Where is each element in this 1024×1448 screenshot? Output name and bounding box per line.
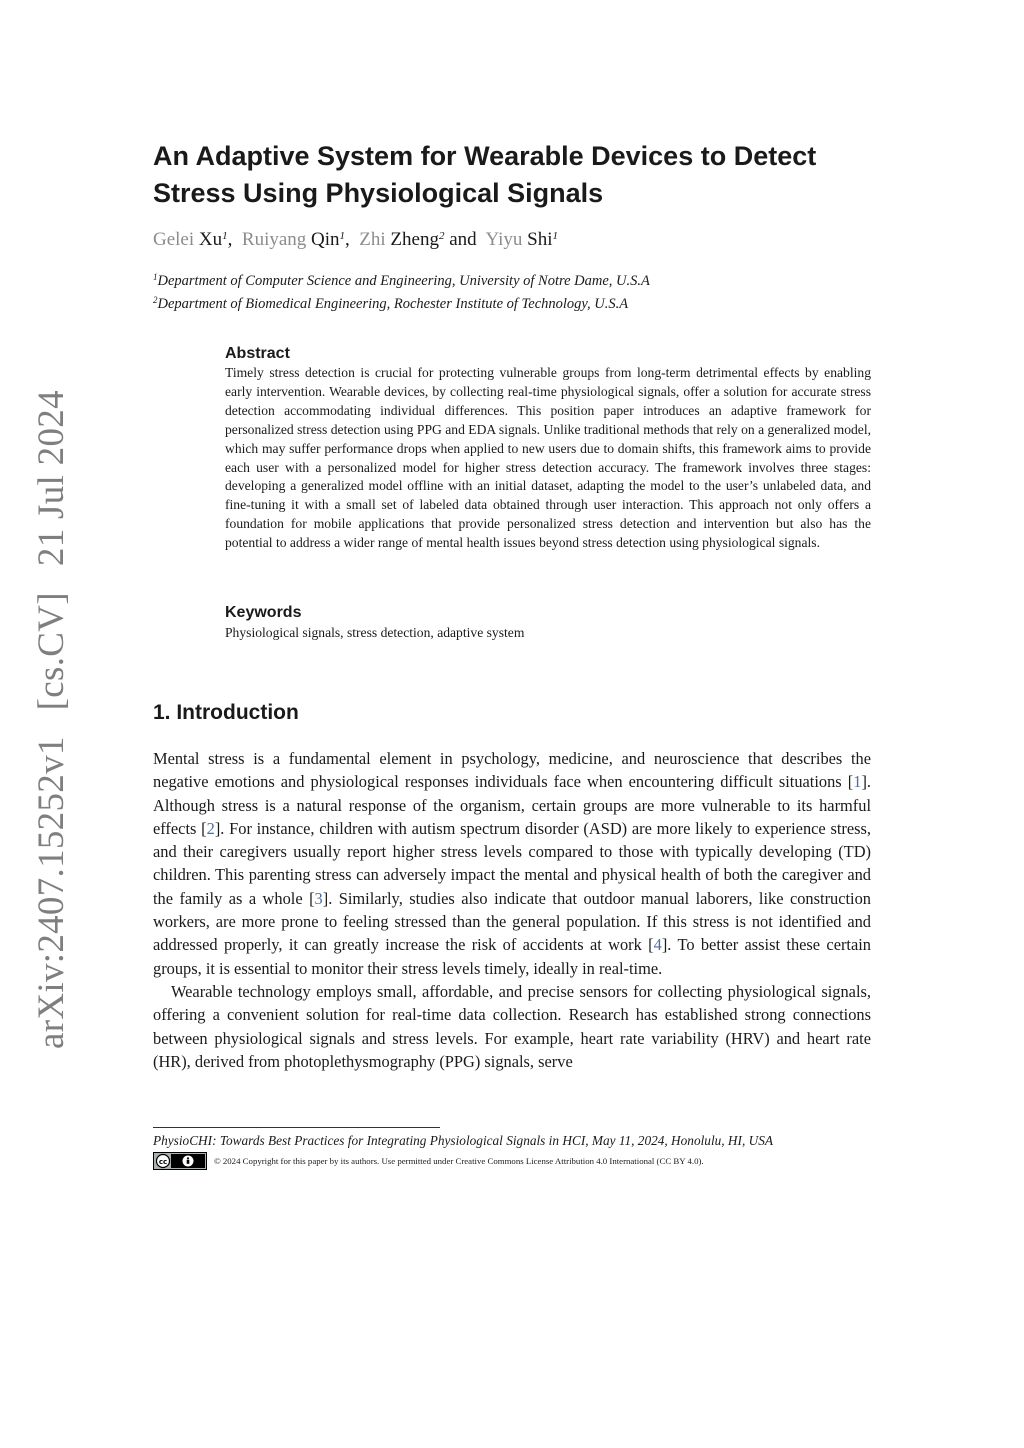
copyright-line [153,1152,704,1170]
arxiv-id: arXiv:2407.15252v1 [31,736,72,1049]
venue-footnote: PhysioCHI: Towards Best Practices for Integrating Physiological Signals in HCI, May 11, 2024, Honolulu, HI, USA [153,1133,773,1148]
cc-by-license-icon [153,1152,207,1170]
footnote-rule [153,1127,440,1128]
author: Zhi Zheng$^2$ [359,229,445,250]
paragraph: Wearable technology employs small, affordable, and precise sensors for collecting physiological signals, offering a convenient solution for real-time data collection. Research has established strong connections between physiological signals and stress levels. For example, heart rate variability (HRV) and heart rate (HR), derived from photoplethysmography (PPG) signals, serve [153,981,871,1071]
paragraph: Mental stress is a fundamental element in psychology, medicine, and neuroscience that describes the negative emotions and physiological responses individuals face when encountering difficult situations [1]. Although stress is a natural response of the organism, certain groups are more vulnerable to its harmful effects [2]. For instance, children with autism spectrum disorder (ASD) are more likely to experience stress, and their caregivers usually report higher stress levels compared to those with typically developing (TD) children. This parenting stress can adversely impact the mental and physical health of both the caregiver and the family as a whole [3]. Similarly, studies also indicate that outdoor manual laborers, like construction workers, are more prone to feeling stressed than the general population. If this stress is not identified and addressed properly, it can greatly increase the risk of accidents at work [4]. To better assist these certain groups, it is essential to monitor their stress levels timely, ideally in real-time. [153,749,872,978]
abstract-section [225,344,871,553]
introduction-heading: 1. Introduction [153,701,299,724]
author: Ruiyang Qin$^1$ [241,229,346,250]
abstract-heading: Abstract [225,345,290,362]
title-line-1: An Adaptive System for Wearable Devices to Detect [153,141,817,171]
citation-link[interactable]: 4 [653,935,662,955]
title-line-2: Stress Using Physiological Signals [153,178,604,208]
arxiv-date: 21 Jul 2024 [31,390,72,567]
affiliation: $^2$Department of Biomedical Engineering, Rochester Institute of Technology, U.S.A [153,295,629,312]
keywords-section [225,603,871,642]
introduction-body [153,747,871,1073]
paper-title [153,138,883,212]
abstract-text: Timely stress detection is crucial for protecting vulnerable groups from long-term detrimental effects by enabling early intervention. Wearable devices, by collecting real-time physiological signals, offer a solution for accurate stress detection accommodating individual differences. This position paper introduces an adaptive framework for personalized stress detection using PPG and EDA signals. Unlike traditional methods that rely on a generalized model, which may suffer performance drops when applied to new users due to domain shifts, this framework aims to provide each user with a personalized model for higher stress detection accuracy. The framework involves three stages: developing a generalized model offline with an initial dataset, adapting the model to the user’s unlabeled data, and fine-tuning it with a small set of labeled data obtained through user interaction. This approach not only offers a foundation for mobile applications that provide personalized stress detection and intervention but also has the potential to address a wider range of mental health issues beyond stress detection using physiological signals. [225,365,871,551]
author: Gelei Xu$^1$ [153,229,228,250]
arxiv-sidebar-identifier [30,390,73,1049]
citation-link[interactable]: 2 [206,818,215,838]
author: Yiyu Shi$^1$ [485,229,559,250]
author-list: Gelei Xu$^1$, Ruiyang Qin$^1$, Zhi Zheng$^2$ and Yiyu Shi$^1$ [153,229,559,250]
keywords-text: Physiological signals, stress detection, adaptive system [225,625,525,640]
svg-text:cc: cc [158,1157,168,1166]
keywords-heading: Keywords [225,604,302,621]
citation-link[interactable]: 1 [853,772,862,792]
arxiv-category: [cs.CV] [31,592,72,711]
citation-link[interactable]: 3 [314,888,323,908]
copyright-text: © 2024 Copyright for this paper by its authors. Use permitted under Creative Commons License Attribution 4.0 International (CC BY 4.0). [214,1156,704,1166]
affiliation: $^1$Department of Computer Science and Engineering, University of Notre Dame, U.S.A [153,272,650,289]
